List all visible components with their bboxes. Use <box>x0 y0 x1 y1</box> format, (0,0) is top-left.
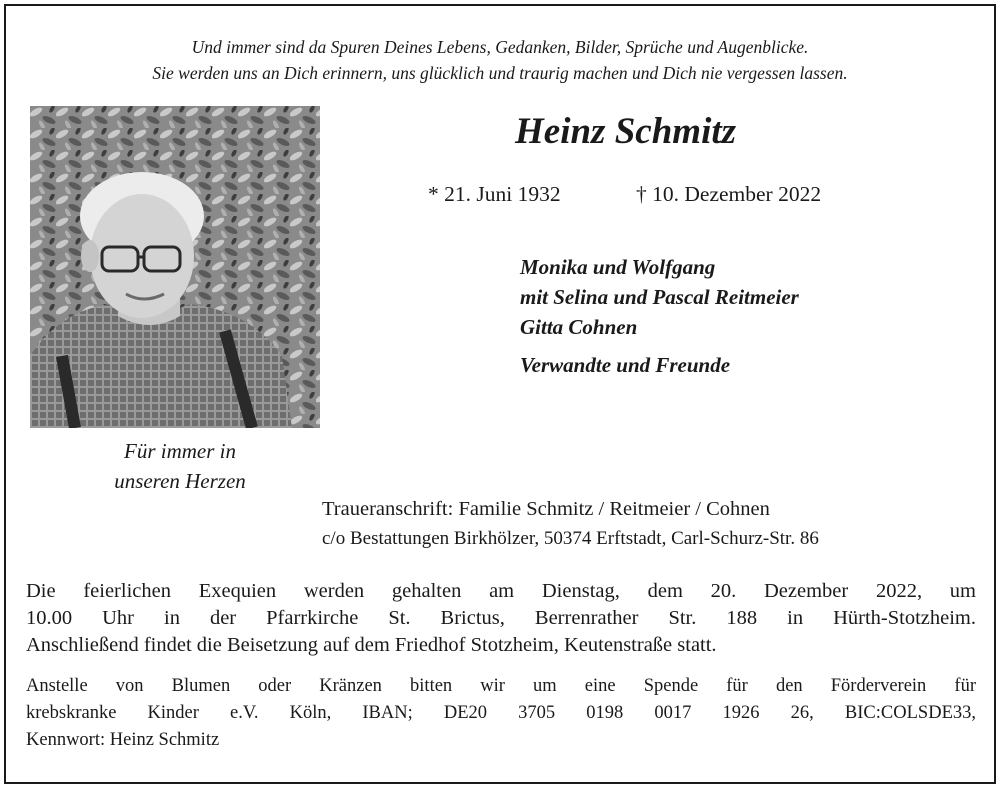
donation-line: Anstelle von Blumen oder Kränzen bitten wir um eine Spende für den Förderverein für <box>26 676 976 696</box>
funeral-service-info <box>26 578 976 659</box>
address-line: Traueranschrift: Familie Schmitz / Reitmeier / Cohnen <box>322 498 770 520</box>
portrait-illustration <box>30 106 320 428</box>
caption-line: Für immer in <box>124 439 236 463</box>
birth-date: * 21. Juni 1932 <box>428 182 561 206</box>
caption-line: unseren Herzen <box>114 469 246 493</box>
motto-line: Sie werden uns an Dich erinnern, uns glücklich und traurig machen und Dich nie vergessen lassen. <box>152 63 848 83</box>
mourning-address <box>322 494 819 554</box>
service-line: Die feierlichen Exequien werden gehalten am Dienstag, dem 20. Dezember 2022, um <box>26 580 976 602</box>
mourner-line: mit Selina und Pascal Reitmeier <box>520 285 799 309</box>
service-line: Anschließend findet die Beisetzung auf dem Friedhof Stotzheim, Keutenstraße statt. <box>26 634 717 656</box>
death-date: † 10. Dezember 2022 <box>636 182 822 206</box>
motto-verse <box>0 34 1000 86</box>
donation-request <box>26 673 976 754</box>
portrait-photo <box>30 106 320 428</box>
address-line: c/o Bestattungen Birkhölzer, 50374 Erftstadt, Carl-Schurz-Str. 86 <box>322 528 819 549</box>
donation-line: Kennwort: Heinz Schmitz <box>26 730 220 750</box>
deceased-name: Heinz Schmitz <box>515 111 737 152</box>
mourner-line: Verwandte und Freunde <box>520 353 731 377</box>
mourners-list <box>520 252 799 380</box>
life-dates <box>428 180 822 208</box>
donation-line: krebskranke Kinder e.V. Köln, IBAN; DE20 3705 0198 0017 1926 26, BIC:COLSDE33, <box>26 703 976 723</box>
mourner-line: Monika und Wolfgang <box>520 255 716 279</box>
service-line: 10.00 Uhr in der Pfarrkirche St. Brictus, Berrenrather Str. 188 in Hürth-Stotzheim. <box>26 607 976 629</box>
motto-line: Und immer sind da Spuren Deines Lebens, Gedanken, Bilder, Sprüche und Augenblicke. <box>191 37 809 57</box>
photo-caption <box>30 436 330 496</box>
mourner-line: Gitta Cohnen <box>520 315 638 339</box>
